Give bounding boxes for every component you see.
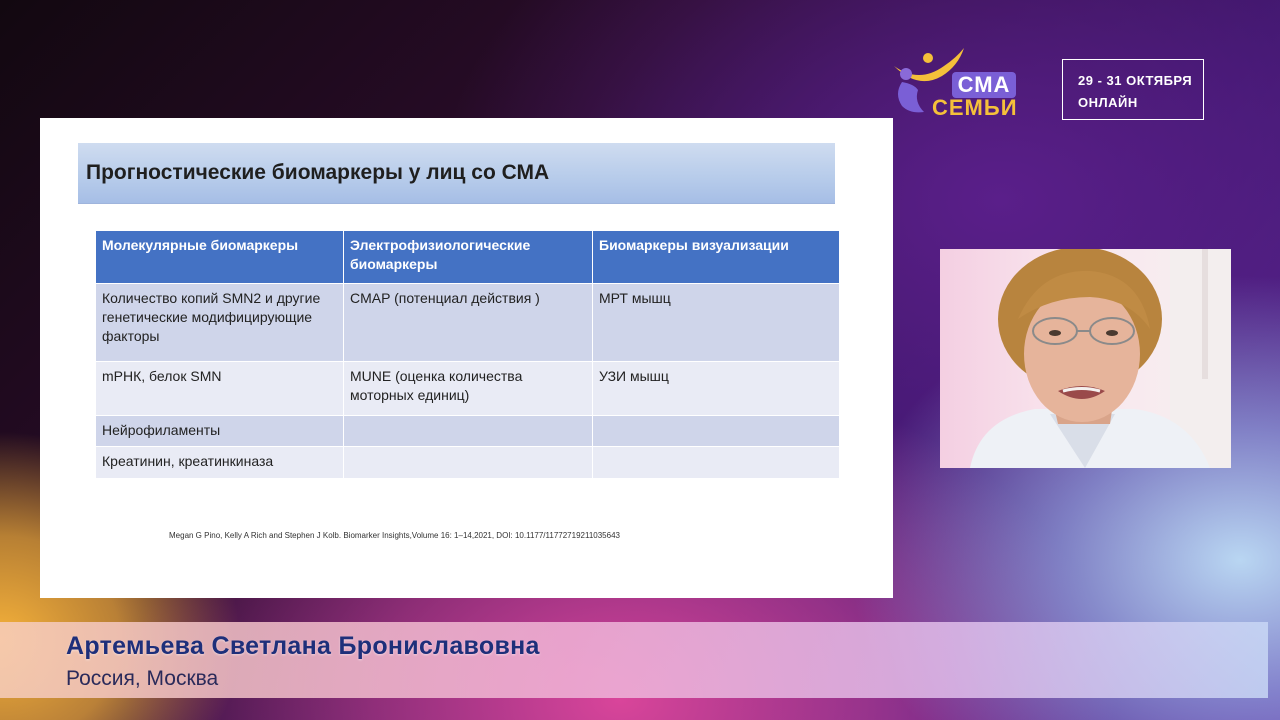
logo-text-sma: СМА — [952, 72, 1016, 98]
presentation-slide — [40, 118, 893, 598]
table-cell — [344, 416, 593, 447]
table-header-row — [96, 231, 840, 284]
table-cell: mРНК, белок SMN — [96, 362, 344, 416]
table-cell: Количество копий SMN2 и другие генетические модифицирующие факторы — [96, 284, 344, 362]
table-row — [96, 416, 840, 447]
table-cell: MUNE (оценка количества моторных единиц) — [344, 362, 593, 416]
table-row — [96, 362, 840, 416]
slide-title: Прогностические биомаркеры у лиц со СМА — [86, 161, 550, 184]
biomarkers-table — [95, 230, 840, 479]
table-row — [96, 447, 840, 479]
table-header-cell: Биомаркеры визуализации — [593, 231, 840, 284]
table-cell: CMAP (потенциал действия ) — [344, 284, 593, 362]
logo-text-semi: СЕМЬИ — [932, 95, 1018, 120]
table-cell — [593, 447, 840, 479]
table-cell — [344, 447, 593, 479]
table-cell — [593, 416, 840, 447]
speaker-banner — [0, 622, 1268, 698]
table-cell: Креатинин, креатинкиназа — [96, 447, 344, 479]
event-date-box — [1062, 59, 1204, 120]
slide-title-bar — [78, 143, 835, 204]
event-format: ОНЛАЙН — [1078, 95, 1138, 110]
slide-citation: Megan G Pino, Kelly A Rich and Stephen J Kolb. Biomarker Insights,Volume 16: 1–14,2021, DOI: 10.1177/11772719211035643 — [169, 531, 620, 540]
table-cell: Нейрофиламенты — [96, 416, 344, 447]
table-header-cell: Электрофизиологические биомаркеры — [344, 231, 593, 284]
speaker-name: Артемьева Светлана Брониславовна — [66, 632, 540, 660]
speaker-location: Россия, Москва — [66, 667, 219, 690]
table-header-cell: Молекулярные биомаркеры — [96, 231, 344, 284]
webcam-speaker-video — [940, 249, 1231, 468]
table-row — [96, 284, 840, 362]
event-dates: 29 - 31 ОКТЯБРЯ — [1078, 73, 1193, 88]
table-cell: УЗИ мышц — [593, 362, 840, 416]
table-cell: МРТ мышц — [593, 284, 840, 362]
